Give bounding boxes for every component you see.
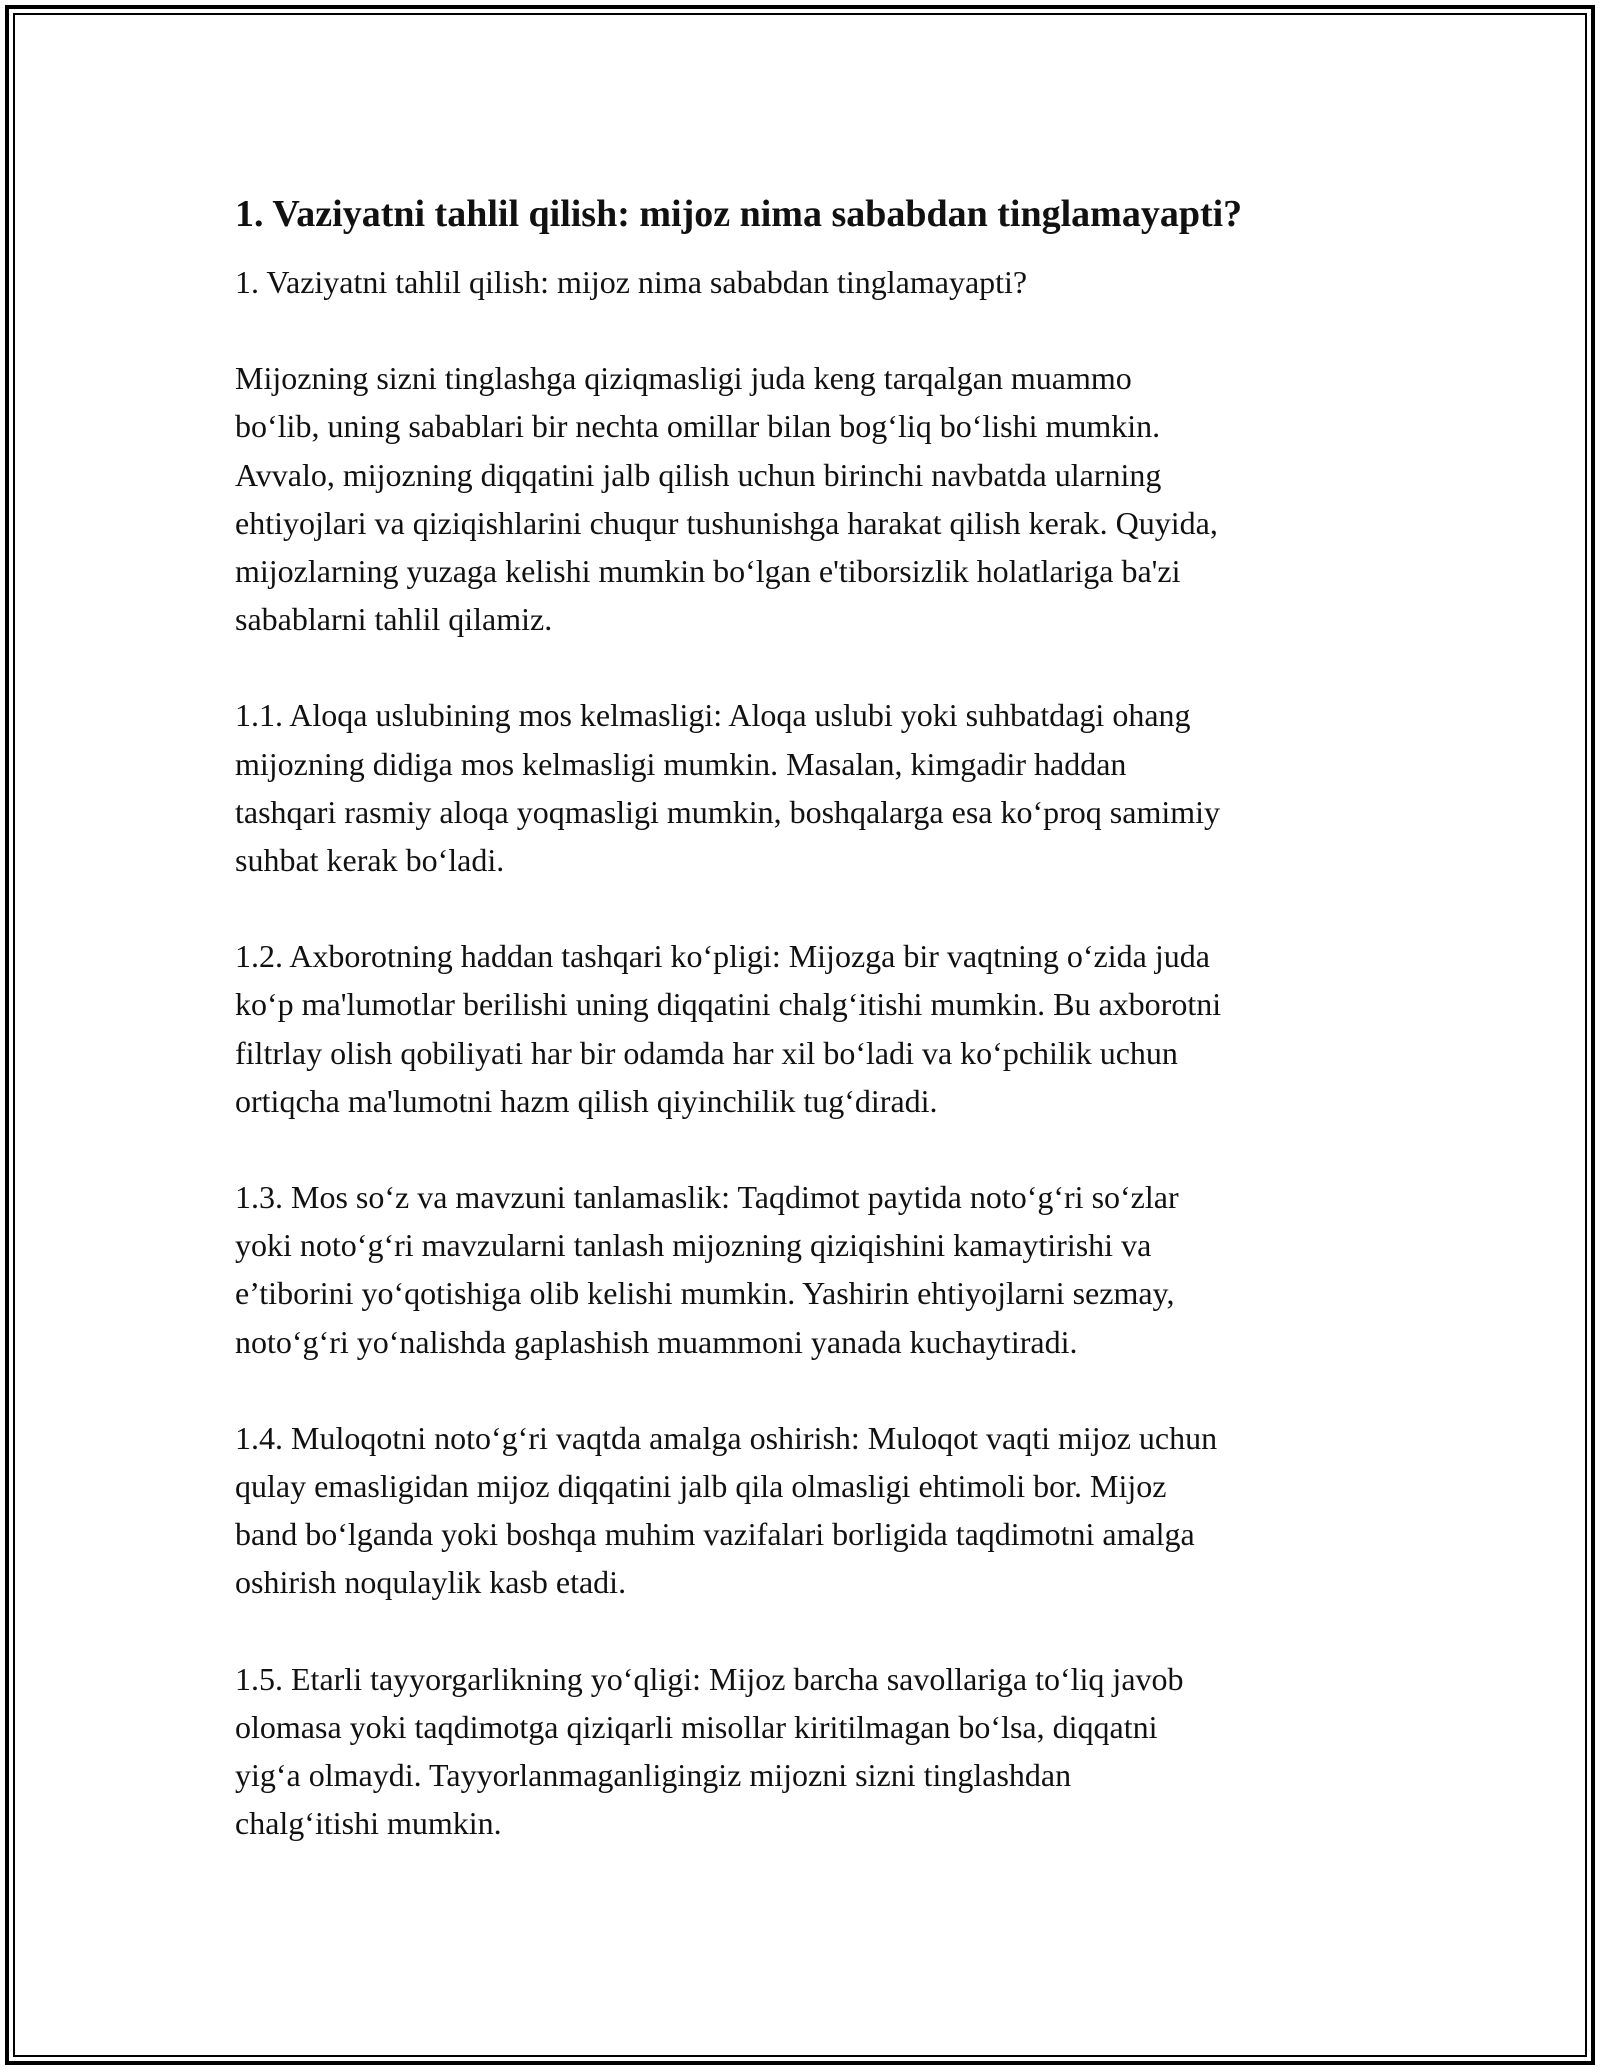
subsection-1-2: 1.2. Axborotning haddan tashqari ko‘pligi: Mijozga bir vaqtning o‘zida juda ko‘p ma'lumotlar berilishi uning diqqatini chalg‘itishi mumkin. Bu axborotni filtrlay olish qobiliyati har bir odamda har xil bo‘ladi va ko‘pchilik uchun ortiqcha ma'lumotni hazm qilish qiyinchilik tug‘diradi. [235, 938, 1222, 1119]
subsection-1-4: 1.4. Muloqotni noto‘g‘ri vaqtda amalga oshirish: Muloqot vaqti mijoz uchun qulay emasligidan mijoz diqqatini jalb qila olmasligi ehtimoli bor. Mijoz band bo‘lganda yoki boshqa muhim vazifalari borligida taqdimotni amalga oshirish noqulaylik kasb etadi. [235, 1419, 1218, 1601]
paragraph-gap [235, 643, 1385, 691]
document-body [235, 190, 1385, 1847]
section-heading: 1. Vaziyatni tahlil qilish: mijoz nima sababdan tinglamayapti? [235, 193, 1243, 235]
paragraph-gap [235, 884, 1385, 932]
subsection-1-1: 1.1. Aloqa uslubining mos kelmasligi: Aloqa uslubi yoki suhbatdagi ohang mijozning didiga mos kelmasligi mumkin. Masalan, kimgadir haddan tashqari rasmiy aloqa yoqmasligi mumkin, boshqalarga esa ko‘proq samimiy suhbat kerak bo‘ladi. [235, 697, 1220, 879]
paragraph-gap [235, 306, 1385, 354]
paragraph-gap [235, 1607, 1385, 1655]
intro-paragraph: Mijozning sizni tinglashga qiziqmasligi juda keng tarqalgan muammo bo‘lib, uning sabablari bir nechta omillar bilan bog‘liq bo‘lishi mumkin. Avvalo, mijozning diqqatini jalb qilish uchun birinchi navbatda ularning ehtiyojlari va qiziqishlarini chuqur tushunishga harakat qilish kerak. Quyida, mijozlarning yuzaga kelishi mumkin bo‘lgan e'tiborsizlik holatlariga ba'zi sabablarni tahlil qilamiz. [235, 360, 1218, 638]
paragraph-gap [235, 1366, 1385, 1414]
section-title-repeat: 1. Vaziyatni tahlil qilish: mijoz nima sababdan tinglamayapti? [235, 264, 1028, 300]
paragraph-gap [235, 1125, 1385, 1173]
subsection-1-5: 1.5. Etarli tayyorgarlikning yo‘qligi: Mijoz barcha savollariga to‘liq javob olomasa yoki taqdimotga qiziqarli misollar kiritilmagan bo‘lsa, diqqatni yig‘a olmaydi. Tayyorlanmaganligingiz mijozni sizni tinglashdan chalg‘itishi mumkin. [235, 1660, 1184, 1842]
subsection-1-3: 1.3. Mos so‘z va mavzuni tanlamaslik: Taqdimot paytida noto‘g‘ri so‘zlar yoki noto‘g‘ri mavzularni tanlash mijozning qiziqishini kamaytirishi va e’tiborini yo‘qotishiga olib kelishi mumkin. Yashirin ehtiyojlarni sezmay, noto‘g‘ri yo‘nalishda gaplashish muammoni yanada kuchaytiradi. [235, 1179, 1179, 1360]
